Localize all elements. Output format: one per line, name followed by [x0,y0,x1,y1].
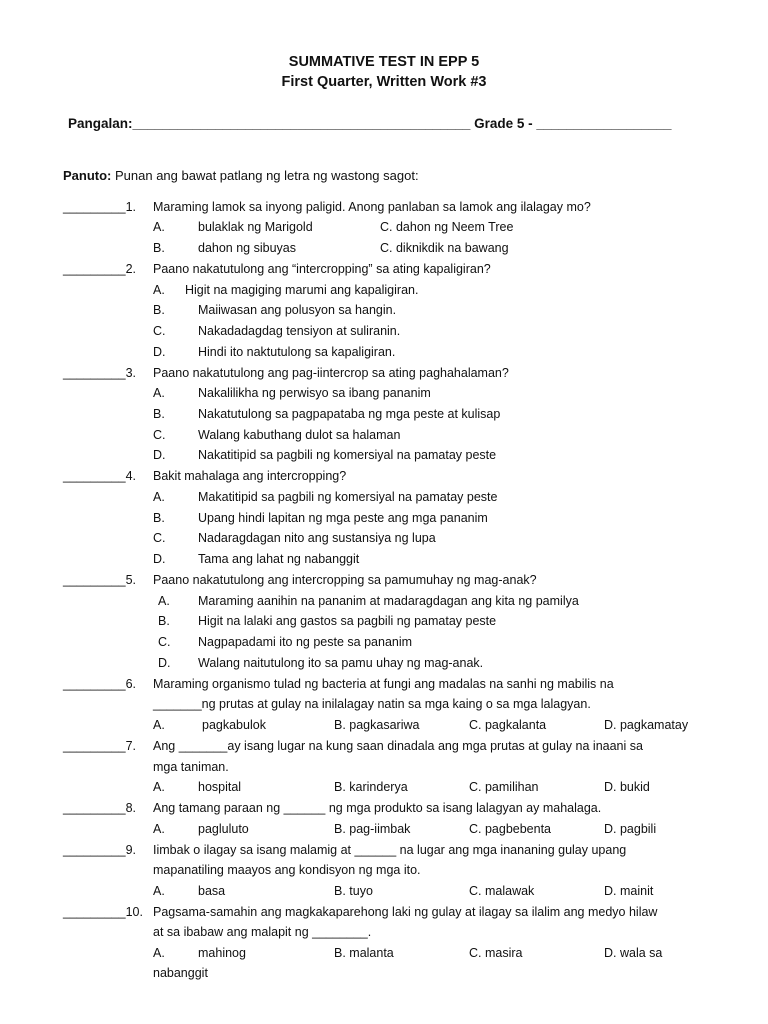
option-text: basa [198,884,226,898]
option-text: pagkabulok [202,718,266,732]
option-text: Nadaragdagan nito ang sustansiya ng lupa [198,531,436,545]
option-text: D. bukid [604,780,650,794]
option-text: mahinog [198,946,246,960]
page-subtitle: First Quarter, Written Work #3 [281,74,487,90]
answer-blank: _________6. [63,677,136,691]
question-stem: Iimbak o ilagay sa isang malamig at ______ na lugar ang mga inananing gulay upang [153,843,627,857]
question-stem-continued: _______ng prutas at gulay na inilalagay natin sa mga kaing o sa mga lalagyan. [153,697,591,711]
instructions-text: Punan ang bawat patlang ng letra ng wastong sagot: [111,168,419,183]
option-letter: A. [153,884,165,898]
option-text: C. masira [469,946,523,960]
question-stem-continued: at sa ibabaw ang malapit ng ________. [153,925,372,939]
option-letter: D. [153,345,166,359]
instructions-label: Panuto: [63,168,112,183]
option-text: Tama ang lahat ng nabanggit [198,552,360,566]
question-stem: Paano nakatutulong ang pag-iintercrop sa ating paghahalaman? [153,366,509,380]
option-letter: C. [153,324,166,338]
option-text: Upang hindi lapitan ng mga peste ang mga pananim [198,511,488,525]
option-letter: A. [153,386,165,400]
option-letter: D. [153,552,166,566]
option-text: C. diknikdik na bawang [380,241,509,255]
option-text: Nagpapadami ito ng peste sa pananim [198,635,413,649]
question-stem: Paano nakatutulong ang intercropping sa pamumuhay ng mag-anak? [153,573,537,587]
question-stem: Maraming organismo tulad ng bacteria at fungi ang madalas na sanhi ng mabilis na [153,677,614,691]
option-text: B. pag-iimbak [334,822,411,836]
option-letter: A. [153,946,165,960]
option-text: B. malanta [334,946,394,960]
option-text: Nakatutulong sa pagpapataba ng mga peste at kulisap [198,407,501,421]
option-letter: B. [153,241,165,255]
option-text: Higit na magiging marumi ang kapaligiran. [185,283,419,297]
option-text: D. pagbili [604,822,657,836]
option-text: D. mainit [604,884,654,898]
option-text-continued: nabanggit [153,966,208,980]
option-text: Walang naitutulong ito sa pamu uhay ng mag-anak. [198,656,484,670]
page-title: SUMMATIVE TEST IN EPP 5 [288,54,480,70]
option-letter: D. [153,448,166,462]
option-text: C. pagbebenta [469,822,552,836]
option-text: D. pagkamatay [604,718,689,732]
option-letter: C. [153,531,166,545]
question-stem: Paano nakatutulong ang “intercropping” sa ating kapaligiran? [153,262,491,276]
option-letter: A. [153,718,165,732]
question-stem: Pagsama-samahin ang magkakaparehong laki ng gulay at ilagay sa ilalim ang medyo hilaw [153,905,658,919]
option-text: dahon ng sibuyas [198,241,296,255]
option-text: C. malawak [469,884,535,898]
instructions [63,168,419,183]
option-text: Nakalilikha ng perwisyo sa ibang pananim [198,386,431,400]
option-letter: A. [153,780,165,794]
question-stem-continued: mga taniman. [153,760,229,774]
answer-blank: _________9. [63,843,136,857]
option-text: B. pagkasariwa [334,718,420,732]
question-stem-continued: mapanatiling maayos ang kondisyon ng mga ito. [153,863,421,877]
option-text: pagluluto [198,822,249,836]
option-text: B. tuyo [334,884,373,898]
option-text: B. karinderya [334,780,408,794]
option-text: C. pamilihan [469,780,539,794]
option-letter: A. [153,220,165,234]
option-text: Maiiwasan ang polusyon sa hangin. [198,303,397,317]
option-letter: D. [158,656,171,670]
answer-blank: _________2. [63,262,136,276]
answer-blank: _________3. [63,366,136,380]
option-letter: B. [153,407,165,421]
option-text: C. pagkalanta [469,718,547,732]
option-text: Walang kabuthang dulot sa halaman [198,428,401,442]
option-letter: C. [153,428,166,442]
option-text: Hindi ito naktutulong sa kapaligiran. [198,345,396,359]
question-stem: Ang tamang paraan ng ______ ng mga produkto sa isang lalagyan ay mahalaga. [153,801,602,815]
option-letter: B. [153,511,165,525]
option-text: Maraming aanihin na pananim at madaragdagan ang kita ng pamilya [198,594,579,608]
option-text: D. wala sa [604,946,663,960]
option-text: Makatitipid sa pagbili ng komersiyal na pamatay peste [198,490,498,504]
option-text: hospital [198,780,242,794]
option-text: Higit na lalaki ang gastos sa pagbili ng pamatay peste [198,614,497,628]
question-stem: Ang _______ay isang lugar na kung saan dinadala ang mga prutas at gulay na inaani sa [153,739,643,753]
option-letter: A. [153,283,165,297]
name-grade-line: Pangalan:_____________________________________________ Grade 5 - __________________ [68,116,672,131]
answer-blank: _________1. [63,200,136,214]
answer-blank: _________7. [63,739,136,753]
question-stem: Maraming lamok sa inyong paligid. Anong panlaban sa lamok ang ilalagay mo? [153,200,591,214]
option-letter: C. [158,635,171,649]
option-text: Nakatitipid sa pagbili ng komersiyal na pamatay peste [198,448,497,462]
option-letter: B. [153,303,165,317]
answer-blank: _________8. [63,801,136,815]
question-stem: Bakit mahalaga ang intercropping? [153,469,347,483]
option-letter: B. [158,614,170,628]
option-text: bulaklak ng Marigold [198,220,313,234]
option-text: Nakadadagdag tensiyon at suliranin. [198,324,401,338]
option-text: C. dahon ng Neem Tree [380,220,514,234]
option-letter: A. [153,490,165,504]
answer-blank: _________4. [63,469,136,483]
option-letter: A. [158,594,170,608]
answer-blank: _________10. [63,905,143,919]
answer-blank: _________5. [63,573,136,587]
option-letter: A. [153,822,165,836]
